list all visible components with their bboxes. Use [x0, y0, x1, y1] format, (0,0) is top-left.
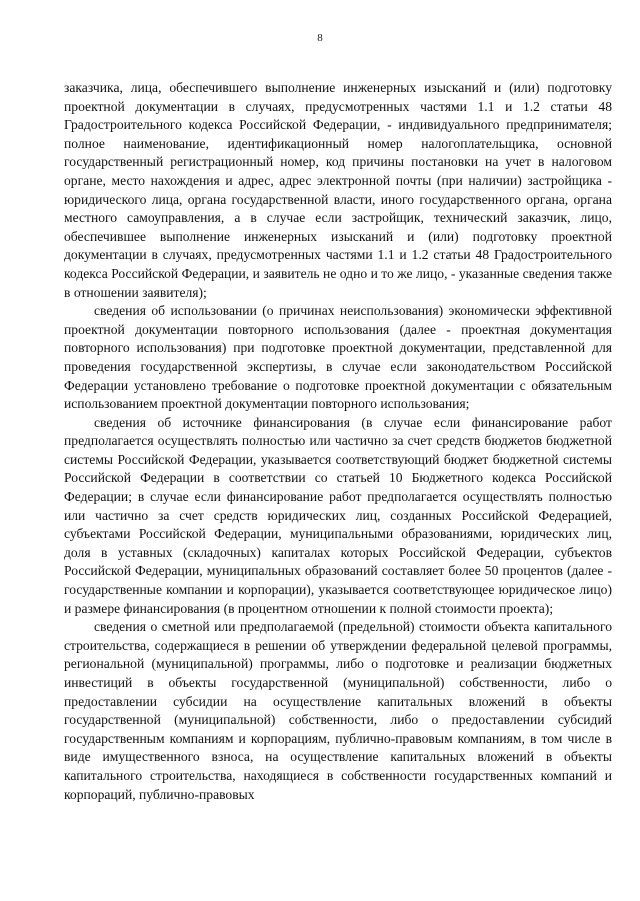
paragraph-funding-source: сведения об источнике финансирования (в случае если финансирование работ предполагается осуществлять полностью или частично за счет средств бюджетов бюджетной системы Российской Федерации, указывается соответствующий бюджет бюджетной системы Российской Федерации в соответствии со статьей 10 Бюджетного кодекса Российской Федерации; в случае если финансирование работ предполагается осуществлять полностью или частично за счет средств юридических лиц, созданных Российской Федерацией, субъектами Российской Федерации, муниципальными образованиями, юридических лиц, доля в уставных (складочных) капиталах которых Российской Федерации, субъектов Российской Федерации, муниципальных образований составляет более 50 процентов (далее - государственные компании и корпорации), указывается соответствующее юридическое лицо) и размере финансирования (в процентном отношении к полной стоимости проекта);	[64, 414, 612, 616]
document-body	[64, 79, 612, 804]
page-number: 8	[317, 32, 323, 44]
paragraph-reusable-documentation: сведения об использовании (о причинах неиспользования) экономически эффективной проектной документации повторного использования (далее - проектная документация повторного использования) при подготовке проектной документации, представленной для проведения государственной экспертизы, в случае если законодательством Российской Федерации установлено требование о подготовке проектной документации с обязательным использованием проектной документации повторного использования;	[64, 303, 612, 412]
paragraph-estimated-cost: сведения о сметной или предполагаемой (предельной) стоимости объекта капитального строительства, содержащиеся в решении об утверждении федеральной целевой программы, региональной (муниципальной) программы, либо о подготовке и реализации бюджетных инвестиций в объекты государственной (муниципальной) собственности, либо о предоставлении субсидии на осуществление капитальных вложений в объекты государственной (муниципальной) собственности, либо о предоставлении субсидий государственным компаниям и корпорациям, публично-правовым компаниям, в том числе в виде имущественного взноса, на осуществление капитальных вложений в объекты капитального строительства, находящиеся в собственности государственных компаний и корпораций, публично-правовых	[64, 619, 612, 802]
paragraph-applicant-details: заказчика, лица, обеспечившего выполнение инженерных изысканий и (или) подготовку проектной документации в случаях, предусмотренных частями 1.1 и 1.2 статьи 48 Градостроительного кодекса Российской Федерации, - индивидуального предпринимателя; полное наименование, идентификационный номер налогоплательщика, основной государственный регистрационный номер, код причины постановки на учет в налоговом органе, место нахождения и адрес, адрес электронной почты (при наличии) застройщика - юридического лица, органа государственной власти, иного государственного органа, органа местного самоуправления, а в случае если застройщик, технический заказчик, лицо, обеспечившее выполнение инженерных изысканий и (или) подготовку проектной документации в случаях, предусмотренных частями 1.1 и 1.2 статьи 48 Градостроительного кодекса Российской Федерации, и заявитель не одно и то же лицо, - указанные сведения также в отношении заявителя);	[64, 80, 612, 300]
